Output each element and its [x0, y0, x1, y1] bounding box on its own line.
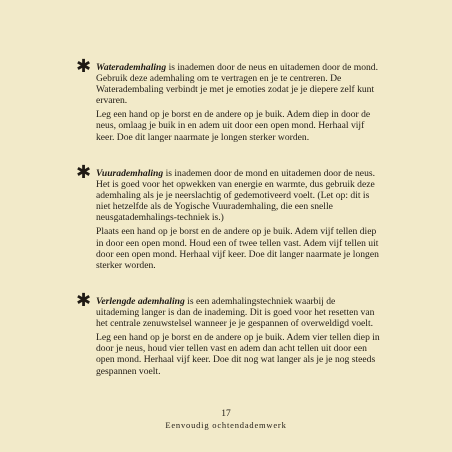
- breathing-section-fire: [76, 162, 380, 271]
- section-instruction-paragraph: Plaats een hand op je borst en de andere op je buik. Adem vijf tellen diep in door een open mond. Houd een of twee tellen vast. Adem vijf tellen uit door een open mond. Herhaal vijf keer. Doe dit langer naarmate je longen sterker worden.: [96, 226, 379, 271]
- section-instruction-paragraph: Leg een hand op je borst en de andere op je buik. Adem vier tellen diep in door je neus, houd vier tellen vast en adem dan acht tellen uit door een open mond. Herhaal vijf keer. Doe dit nog wat langer als je je nog steeds gespannen voelt.: [96, 332, 380, 377]
- running-footer-title: Eenvoudig ochtendademwerk: [165, 420, 287, 430]
- breathing-section-extended: [76, 290, 380, 377]
- technique-description: is inademen door de mond en uitademen door de neus. Het is goed voor het opwekken van energie en warmte, dus gebruik deze ademhaling als je je neerslachtig of gedemotiveerd voelt. (Let op: dit is niet hetzelfde als de Yogische Vuurademhaling, die een snelle neusgatademhalings-techniek is.): [96, 168, 375, 224]
- technique-term: Verlengde ademhaling: [96, 296, 185, 307]
- technique-description: is een ademhalingstechniek waarbij de uitademing langer is dan de inademing. Dit is goed voor het resetten van het centrale zenuwstelsel wanneer je je gespannen of overweldigd voelt.: [96, 296, 375, 330]
- asterisk-bullet-icon: ✱: [76, 162, 92, 183]
- page-number: 17: [221, 409, 231, 419]
- section-instruction-paragraph: Leg een hand op je borst en de andere op je buik. Adem diep in door de neus, omlaag je buik in en adem uit door een open mond. Herhaal vijf keer. Doe dit langer naarmate je longen sterker worden.: [96, 109, 371, 143]
- technique-term: Vuurademhaling: [96, 168, 164, 179]
- breathing-section-water: [76, 56, 380, 143]
- technique-term: Waterademhaling: [96, 62, 167, 73]
- asterisk-bullet-icon: ✱: [76, 290, 92, 311]
- section-intro-paragraph: [96, 62, 380, 106]
- technique-description: is inademen door de neus en uitademen door de mond. Gebruik deze ademhaling om te vertragen en je te centreren. De Wateradembaling verbindt je met je emoties zodat je je diepere zelf kunt ervaren.: [96, 62, 378, 107]
- section-intro-paragraph: [96, 296, 380, 329]
- section-intro-paragraph: [96, 168, 380, 223]
- asterisk-bullet-icon: ✱: [76, 56, 92, 77]
